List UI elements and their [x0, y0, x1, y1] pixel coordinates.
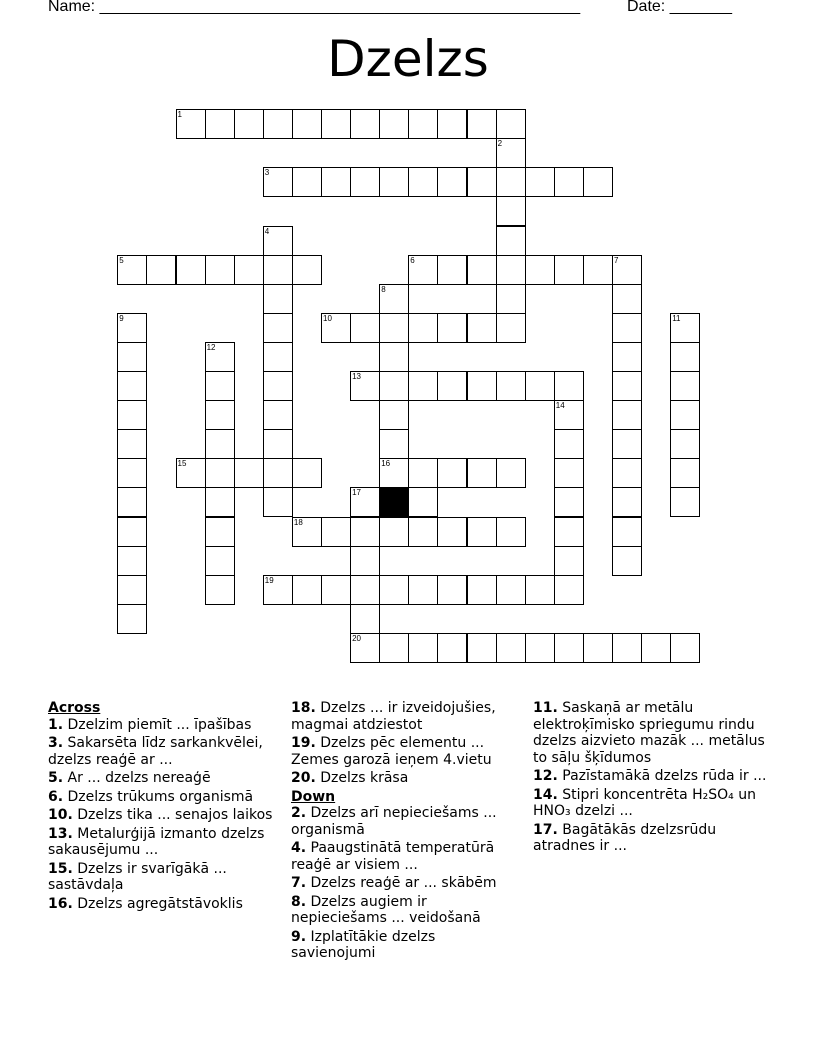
clue-number: 19 — [264, 575, 274, 585]
clue-number: 15 — [177, 459, 187, 469]
grid-cell[interactable] — [496, 138, 526, 168]
clue-num: 20. — [291, 770, 316, 786]
grid-cell[interactable] — [583, 255, 613, 285]
grid-cell[interactable] — [292, 167, 322, 197]
grid-cell[interactable] — [205, 487, 235, 517]
grid-cell[interactable] — [379, 429, 409, 459]
grid-cell[interactable] — [641, 633, 671, 663]
grid-cell[interactable] — [612, 400, 642, 430]
grid-cell[interactable] — [205, 517, 235, 547]
grid-cell[interactable] — [379, 517, 409, 547]
clue-item — [291, 840, 521, 873]
clue-num: 7. — [291, 875, 307, 891]
grid-cell[interactable] — [408, 255, 438, 285]
clue-text: Metalurģijā izmanto dzelzs sakausējumu ... — [48, 825, 265, 858]
clue-num: 17. — [533, 821, 558, 838]
clue-text: Dzelzs augiem ir nepieciešams ... veidošanā — [291, 893, 481, 926]
grid-cell[interactable] — [321, 517, 351, 547]
page-title: Dzelzs — [327, 30, 489, 88]
grid-cell[interactable] — [496, 284, 526, 314]
grid-cell[interactable] — [321, 109, 351, 139]
clue-column-3 — [533, 700, 769, 857]
clue-item — [291, 805, 521, 838]
grid-cell[interactable] — [496, 255, 526, 285]
grid-cell[interactable] — [176, 458, 206, 488]
grid-cell[interactable] — [612, 546, 642, 576]
grid-cell[interactable] — [408, 371, 438, 401]
grid-cell[interactable] — [117, 371, 147, 401]
clue-item — [48, 807, 284, 824]
grid-cell[interactable] — [467, 633, 497, 663]
grid-cell[interactable] — [350, 575, 380, 605]
grid-cell[interactable] — [467, 255, 497, 285]
grid-cell[interactable] — [670, 342, 700, 372]
grid-cell[interactable] — [408, 633, 438, 663]
clue-number: 1 — [177, 110, 182, 120]
grid-cell[interactable] — [554, 429, 584, 459]
clue-number: 16 — [381, 459, 391, 469]
grid-cell[interactable] — [612, 487, 642, 517]
grid-cell[interactable] — [496, 458, 526, 488]
grid-cell[interactable] — [350, 633, 380, 663]
clue-number: 6 — [410, 255, 415, 265]
clue-text: Dzelzs ... ir izveidojušies, magmai atdziestot — [291, 700, 496, 733]
grid-cell[interactable] — [117, 255, 147, 285]
grid-cell[interactable] — [263, 167, 293, 197]
clue-text: Dzelzs krāsa — [315, 770, 409, 786]
grid-cell[interactable] — [467, 371, 497, 401]
grid-cell[interactable] — [350, 313, 380, 343]
grid-cell[interactable] — [496, 575, 526, 605]
grid-cell[interactable] — [263, 255, 293, 285]
grid-cell[interactable] — [612, 342, 642, 372]
grid-cell[interactable] — [379, 284, 409, 314]
grid-cell[interactable] — [350, 371, 380, 401]
grid-cell[interactable] — [554, 633, 584, 663]
grid-cell[interactable] — [205, 109, 235, 139]
grid-cell[interactable] — [670, 313, 700, 343]
clue-num: 9. — [291, 928, 307, 945]
grid-cell[interactable] — [437, 313, 467, 343]
grid-cell[interactable] — [350, 517, 380, 547]
grid-cell[interactable] — [437, 575, 467, 605]
clue-num: 19. — [291, 735, 316, 751]
grid-cell[interactable] — [612, 633, 642, 663]
clue-number: 14 — [555, 401, 565, 411]
grid-cell[interactable] — [437, 255, 467, 285]
grid-cell[interactable] — [525, 575, 555, 605]
grid-cell[interactable] — [379, 167, 409, 197]
grid-cell[interactable] — [408, 517, 438, 547]
clue-column-1 — [48, 700, 284, 914]
clue-item — [48, 717, 284, 734]
grid-cell[interactable] — [117, 313, 147, 343]
grid-cell[interactable] — [525, 167, 555, 197]
clue-text: Dzelzs arī nepieciešams ... organismā — [291, 805, 497, 838]
grid-cell[interactable] — [263, 371, 293, 401]
grid-cell[interactable] — [437, 167, 467, 197]
grid-cell[interactable] — [350, 109, 380, 139]
grid-cell[interactable] — [176, 109, 206, 139]
grid-cell[interactable] — [554, 371, 584, 401]
grid-cell[interactable] — [437, 633, 467, 663]
grid-cell[interactable] — [234, 458, 264, 488]
grid-cell[interactable] — [379, 400, 409, 430]
grid-cell[interactable] — [292, 517, 322, 547]
grid-cell[interactable] — [263, 458, 293, 488]
grid-cell[interactable] — [350, 546, 380, 576]
clue-item — [291, 700, 521, 733]
grid-cell[interactable] — [379, 313, 409, 343]
grid-cell[interactable] — [379, 371, 409, 401]
grid-cell[interactable] — [670, 487, 700, 517]
clue-num: 6. — [48, 788, 64, 805]
grid-cell[interactable] — [496, 226, 526, 256]
grid-cell[interactable] — [437, 458, 467, 488]
grid-cell[interactable] — [292, 255, 322, 285]
clue-text: Sakarsēta līdz sarkankvēlei, dzelzs reaģē ar ... — [48, 735, 263, 768]
grid-cell[interactable] — [437, 517, 467, 547]
clue-num: 10. — [48, 807, 73, 823]
clue-num: 18. — [291, 700, 316, 716]
grid-cell[interactable] — [263, 429, 293, 459]
clue-text: Dzelzs agregātstāvoklis — [72, 895, 243, 912]
grid-cell[interactable] — [525, 371, 555, 401]
grid-cell[interactable] — [554, 575, 584, 605]
clue-item — [291, 929, 521, 962]
grid-cell[interactable] — [292, 458, 322, 488]
grid-cell[interactable] — [263, 109, 293, 139]
name-field: Name: ______________________________________________________ — [48, 0, 581, 15]
clue-num: 1. — [48, 716, 64, 733]
clue-num: 2. — [291, 805, 307, 821]
grid-cell[interactable] — [205, 429, 235, 459]
grid-cell[interactable] — [496, 371, 526, 401]
clue-item — [291, 770, 521, 787]
grid-cell[interactable] — [321, 313, 351, 343]
grid-cell[interactable] — [117, 458, 147, 488]
grid-cell[interactable] — [379, 109, 409, 139]
clue-number: 20 — [352, 633, 361, 643]
clue-item — [48, 770, 284, 787]
clue-number: 12 — [206, 342, 216, 352]
grid-cell[interactable] — [379, 458, 409, 488]
grid-cell[interactable] — [263, 400, 293, 430]
clue-item — [48, 789, 284, 806]
clue-text: Dzelzs pēc elementu ... Zemes garozā ieņem 4.vietu — [291, 735, 492, 768]
grid-cell[interactable] — [292, 109, 322, 139]
grid-cell[interactable] — [205, 546, 235, 576]
grid-cell[interactable] — [525, 255, 555, 285]
grid-cell[interactable] — [554, 487, 584, 517]
clue-number: 4 — [264, 226, 270, 236]
clue-text: Ar ... dzelzs nereaģē — [63, 770, 211, 786]
clue-text: Bagātākās dzelzsrūdu atradnes ir ... — [533, 821, 717, 854]
clue-num: 11. — [533, 700, 558, 716]
clue-item — [291, 875, 521, 892]
clue-text: Stipri koncentrēta H₂SO₄ un HNO₃ dzelzi ... — [533, 786, 756, 819]
grid-cell[interactable] — [496, 313, 526, 343]
grid-cell[interactable] — [612, 284, 642, 314]
grid-cell[interactable] — [350, 487, 380, 517]
clue-number: 10 — [323, 313, 332, 323]
grid-cell[interactable] — [263, 313, 293, 343]
grid-cell[interactable] — [146, 255, 176, 285]
clue-number: 11 — [672, 313, 681, 323]
grid-cell[interactable] — [408, 313, 438, 343]
grid-cell[interactable] — [205, 575, 235, 605]
grid-cell[interactable] — [350, 604, 380, 634]
grid-cell[interactable] — [496, 633, 526, 663]
grid-cell[interactable] — [263, 284, 293, 314]
clue-num: 16. — [48, 895, 73, 912]
grid-cell[interactable] — [496, 517, 526, 547]
grid-cell[interactable] — [467, 167, 497, 197]
grid-cell[interactable] — [554, 400, 584, 430]
across-heading: Across — [48, 700, 101, 716]
clue-item — [533, 768, 769, 785]
grid-cell[interactable] — [554, 517, 584, 547]
grid-cell[interactable] — [292, 575, 322, 605]
clue-num: 5. — [48, 770, 64, 786]
grid-cell[interactable] — [176, 255, 206, 285]
clue-text: Dzelzs trūkums organismā — [63, 788, 254, 805]
clue-number: 7 — [614, 255, 619, 265]
grid-cell[interactable] — [408, 487, 438, 517]
clue-item — [533, 822, 769, 855]
grid-cell[interactable] — [117, 604, 147, 634]
clue-text: Dzelzs ir svarīgākā ... sastāvdaļa — [48, 860, 227, 893]
grid-cell[interactable] — [117, 487, 147, 517]
grid-cell[interactable] — [117, 400, 147, 430]
clue-item — [48, 861, 284, 894]
grid-cell[interactable] — [379, 633, 409, 663]
grid-cell[interactable] — [263, 575, 293, 605]
grid-cell[interactable] — [234, 255, 264, 285]
grid-cell[interactable] — [408, 575, 438, 605]
clue-text: Izplatītākie dzelzs savienojumi — [291, 928, 436, 961]
grid-cell[interactable] — [670, 371, 700, 401]
grid-cell[interactable] — [554, 255, 584, 285]
grid-cell[interactable] — [467, 517, 497, 547]
grid-cell[interactable] — [117, 546, 147, 576]
grid-cell[interactable] — [583, 633, 613, 663]
grid-cell[interactable] — [467, 313, 497, 343]
grid-cell[interactable] — [467, 575, 497, 605]
clue-text: Paaugstinātā temperatūrā reaģē ar visiem ... — [291, 840, 495, 873]
grid-cell[interactable] — [408, 458, 438, 488]
grid-cell[interactable] — [205, 400, 235, 430]
grid-cell[interactable] — [612, 371, 642, 401]
grid-cell[interactable] — [437, 371, 467, 401]
grid-cell[interactable] — [583, 167, 613, 197]
grid-cell[interactable] — [670, 429, 700, 459]
grid-cell[interactable] — [612, 429, 642, 459]
clue-text: Pazīstamākā dzelzs rūda ir ... — [557, 768, 767, 784]
clue-num: 12. — [533, 768, 558, 784]
clue-num: 14. — [533, 786, 558, 803]
grid-cell[interactable] — [263, 342, 293, 372]
grid-cell[interactable] — [117, 342, 147, 372]
grid-cell[interactable] — [205, 458, 235, 488]
grid-cell[interactable] — [321, 575, 351, 605]
grid-cell[interactable] — [496, 109, 526, 139]
clue-item — [291, 894, 521, 927]
grid-cell[interactable] — [234, 109, 264, 139]
grid-cell[interactable] — [437, 109, 467, 139]
clue-text: Dzelzs tika ... senajos laikos — [72, 807, 273, 823]
grid-cell[interactable] — [205, 342, 235, 372]
clue-number: 17 — [352, 488, 361, 498]
grid-cell[interactable] — [612, 458, 642, 488]
clue-number: 3 — [264, 168, 270, 178]
clue-text: Dzelzim piemīt ... īpašības — [63, 716, 252, 733]
clue-column-2 — [291, 700, 521, 964]
grid-cell[interactable] — [554, 167, 584, 197]
clue-number: 18 — [293, 517, 303, 527]
clue-text: Saskaņā ar metālu elektroķīmisko spriegumu rindu dzelzs aizvieto mazāk ... metālus to sāļu šķīdumos — [533, 700, 765, 766]
grid-cell[interactable] — [117, 575, 147, 605]
clue-text: Dzelzs reaģē ar ... skābēm — [306, 875, 497, 891]
clue-number: 2 — [497, 139, 503, 149]
date-field: Date: _______ — [627, 0, 732, 15]
clue-item — [48, 826, 284, 859]
grid-cell[interactable] — [205, 371, 235, 401]
clue-number: 13 — [352, 372, 361, 381]
grid-cell[interactable] — [117, 517, 147, 547]
clue-num: 15. — [48, 860, 73, 877]
grid-cell[interactable] — [496, 196, 526, 226]
grid-cell[interactable] — [263, 487, 293, 517]
clue-item — [533, 700, 769, 766]
grid-cell[interactable] — [554, 546, 584, 576]
grid-cell[interactable] — [525, 633, 555, 663]
grid-cell[interactable] — [670, 458, 700, 488]
grid-cell[interactable] — [467, 109, 497, 139]
grid-cell[interactable] — [321, 167, 351, 197]
clue-num: 13. — [48, 825, 73, 842]
grid-cell[interactable] — [670, 633, 700, 663]
clue-item — [533, 787, 769, 820]
grid-cell[interactable] — [379, 342, 409, 372]
grid-cell[interactable] — [408, 167, 438, 197]
grid-cell[interactable] — [263, 226, 293, 256]
grid-cell[interactable] — [612, 313, 642, 343]
grid-cell[interactable] — [612, 517, 642, 547]
clue-number: 8 — [381, 284, 386, 294]
grid-cell[interactable] — [408, 109, 438, 139]
grid-cell[interactable] — [117, 429, 147, 459]
clue-item — [48, 735, 284, 768]
clue-number: 9 — [119, 313, 124, 323]
grid-cell[interactable] — [350, 167, 380, 197]
clue-num: 8. — [291, 893, 307, 910]
grid-cell[interactable] — [496, 167, 526, 197]
black-square — [379, 487, 409, 517]
clue-item — [291, 735, 521, 768]
grid-cell[interactable] — [554, 458, 584, 488]
grid-cell[interactable] — [612, 255, 642, 285]
clue-number: 5 — [119, 255, 124, 265]
grid-cell[interactable] — [670, 400, 700, 430]
grid-cell[interactable] — [379, 575, 409, 605]
grid-cell[interactable] — [467, 458, 497, 488]
clue-item — [48, 896, 284, 913]
clue-num: 3. — [48, 735, 64, 751]
down-heading: Down — [291, 788, 336, 805]
clue-num: 4. — [291, 840, 307, 856]
grid-cell[interactable] — [205, 255, 235, 285]
